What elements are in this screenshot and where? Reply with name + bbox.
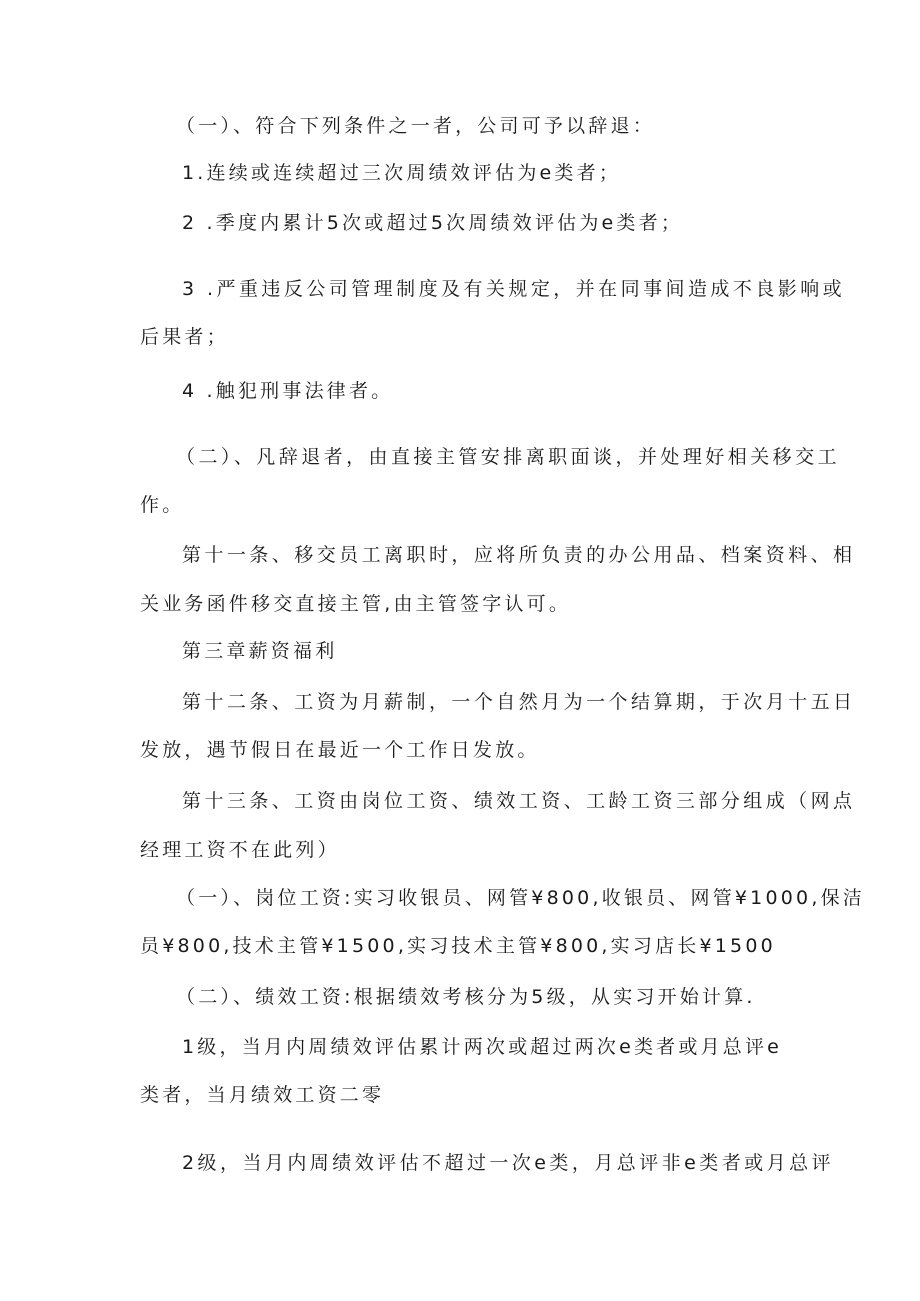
text-line-article-13-cont: 经理工资不在此列） [140,839,340,861]
text-line-article-11: 第十一条、移交员工离职时，应将所负责的办公用品、档案资料、相 [182,544,856,566]
text-line-position-salary-cont: 员¥800,技术主管¥1500,实习技术主管¥800,实习店长¥1500 [140,935,776,957]
text-line-position-salary: （一）、岗位工资:实习收银员、网管¥800,收银员、网管¥1000,保洁 [176,887,865,909]
text-line-article-12-cont: 发放，遇节假日在最近一个工作日发放。 [140,739,540,761]
text-line-level-2: 2级，当月内周绩效评估不超过一次e类，月总评非e类者或月总评 [182,1152,834,1174]
text-line-item-3: 3 .严重违反公司管理制度及有关规定，并在同事间造成不良影响或 [182,278,846,300]
text-line-article-12: 第十二条、工资为月薪制，一个自然月为一个结算期，于次月十五日 [182,691,856,713]
text-line-dismissal-interview-cont: 作。 [140,494,185,516]
chapter-heading: 第三章薪资福利 [182,640,338,662]
text-line-article-13: 第十三条、工资由岗位工资、绩效工资、工龄工资三部分组成（网点 [182,790,856,812]
text-line-item-3-cont: 后果者； [140,326,229,348]
text-line-item-4: 4 .触犯刑事法律者。 [182,380,394,402]
text-line-item-1: 1.连续或连续超过三次周绩效评估为e类者； [182,162,622,184]
text-line-level-1: 1级，当月内周绩效评估累计两次或超过两次e类者或月总评e [182,1036,783,1058]
text-line-item-2: 2 .季度内累计5次或超过5次周绩效评估为e类者； [182,212,684,234]
text-line-dismissal-interview: （二）、凡辞退者，由直接主管安排离职面谈，并处理好相关移交工 [176,446,841,468]
text-line-dismissal-conditions: （一）、符合下列条件之一者，公司可予以辞退： [176,115,655,137]
text-line-level-1-cont: 类者，当月绩效工资二零 [140,1084,385,1106]
text-line-article-11-cont: 关业务函件移交直接主管,由主管签字认可。 [140,593,572,615]
text-line-performance-salary: （二）、绩效工资:根据绩效考核分为5级，从实习开始计算. [176,986,756,1008]
